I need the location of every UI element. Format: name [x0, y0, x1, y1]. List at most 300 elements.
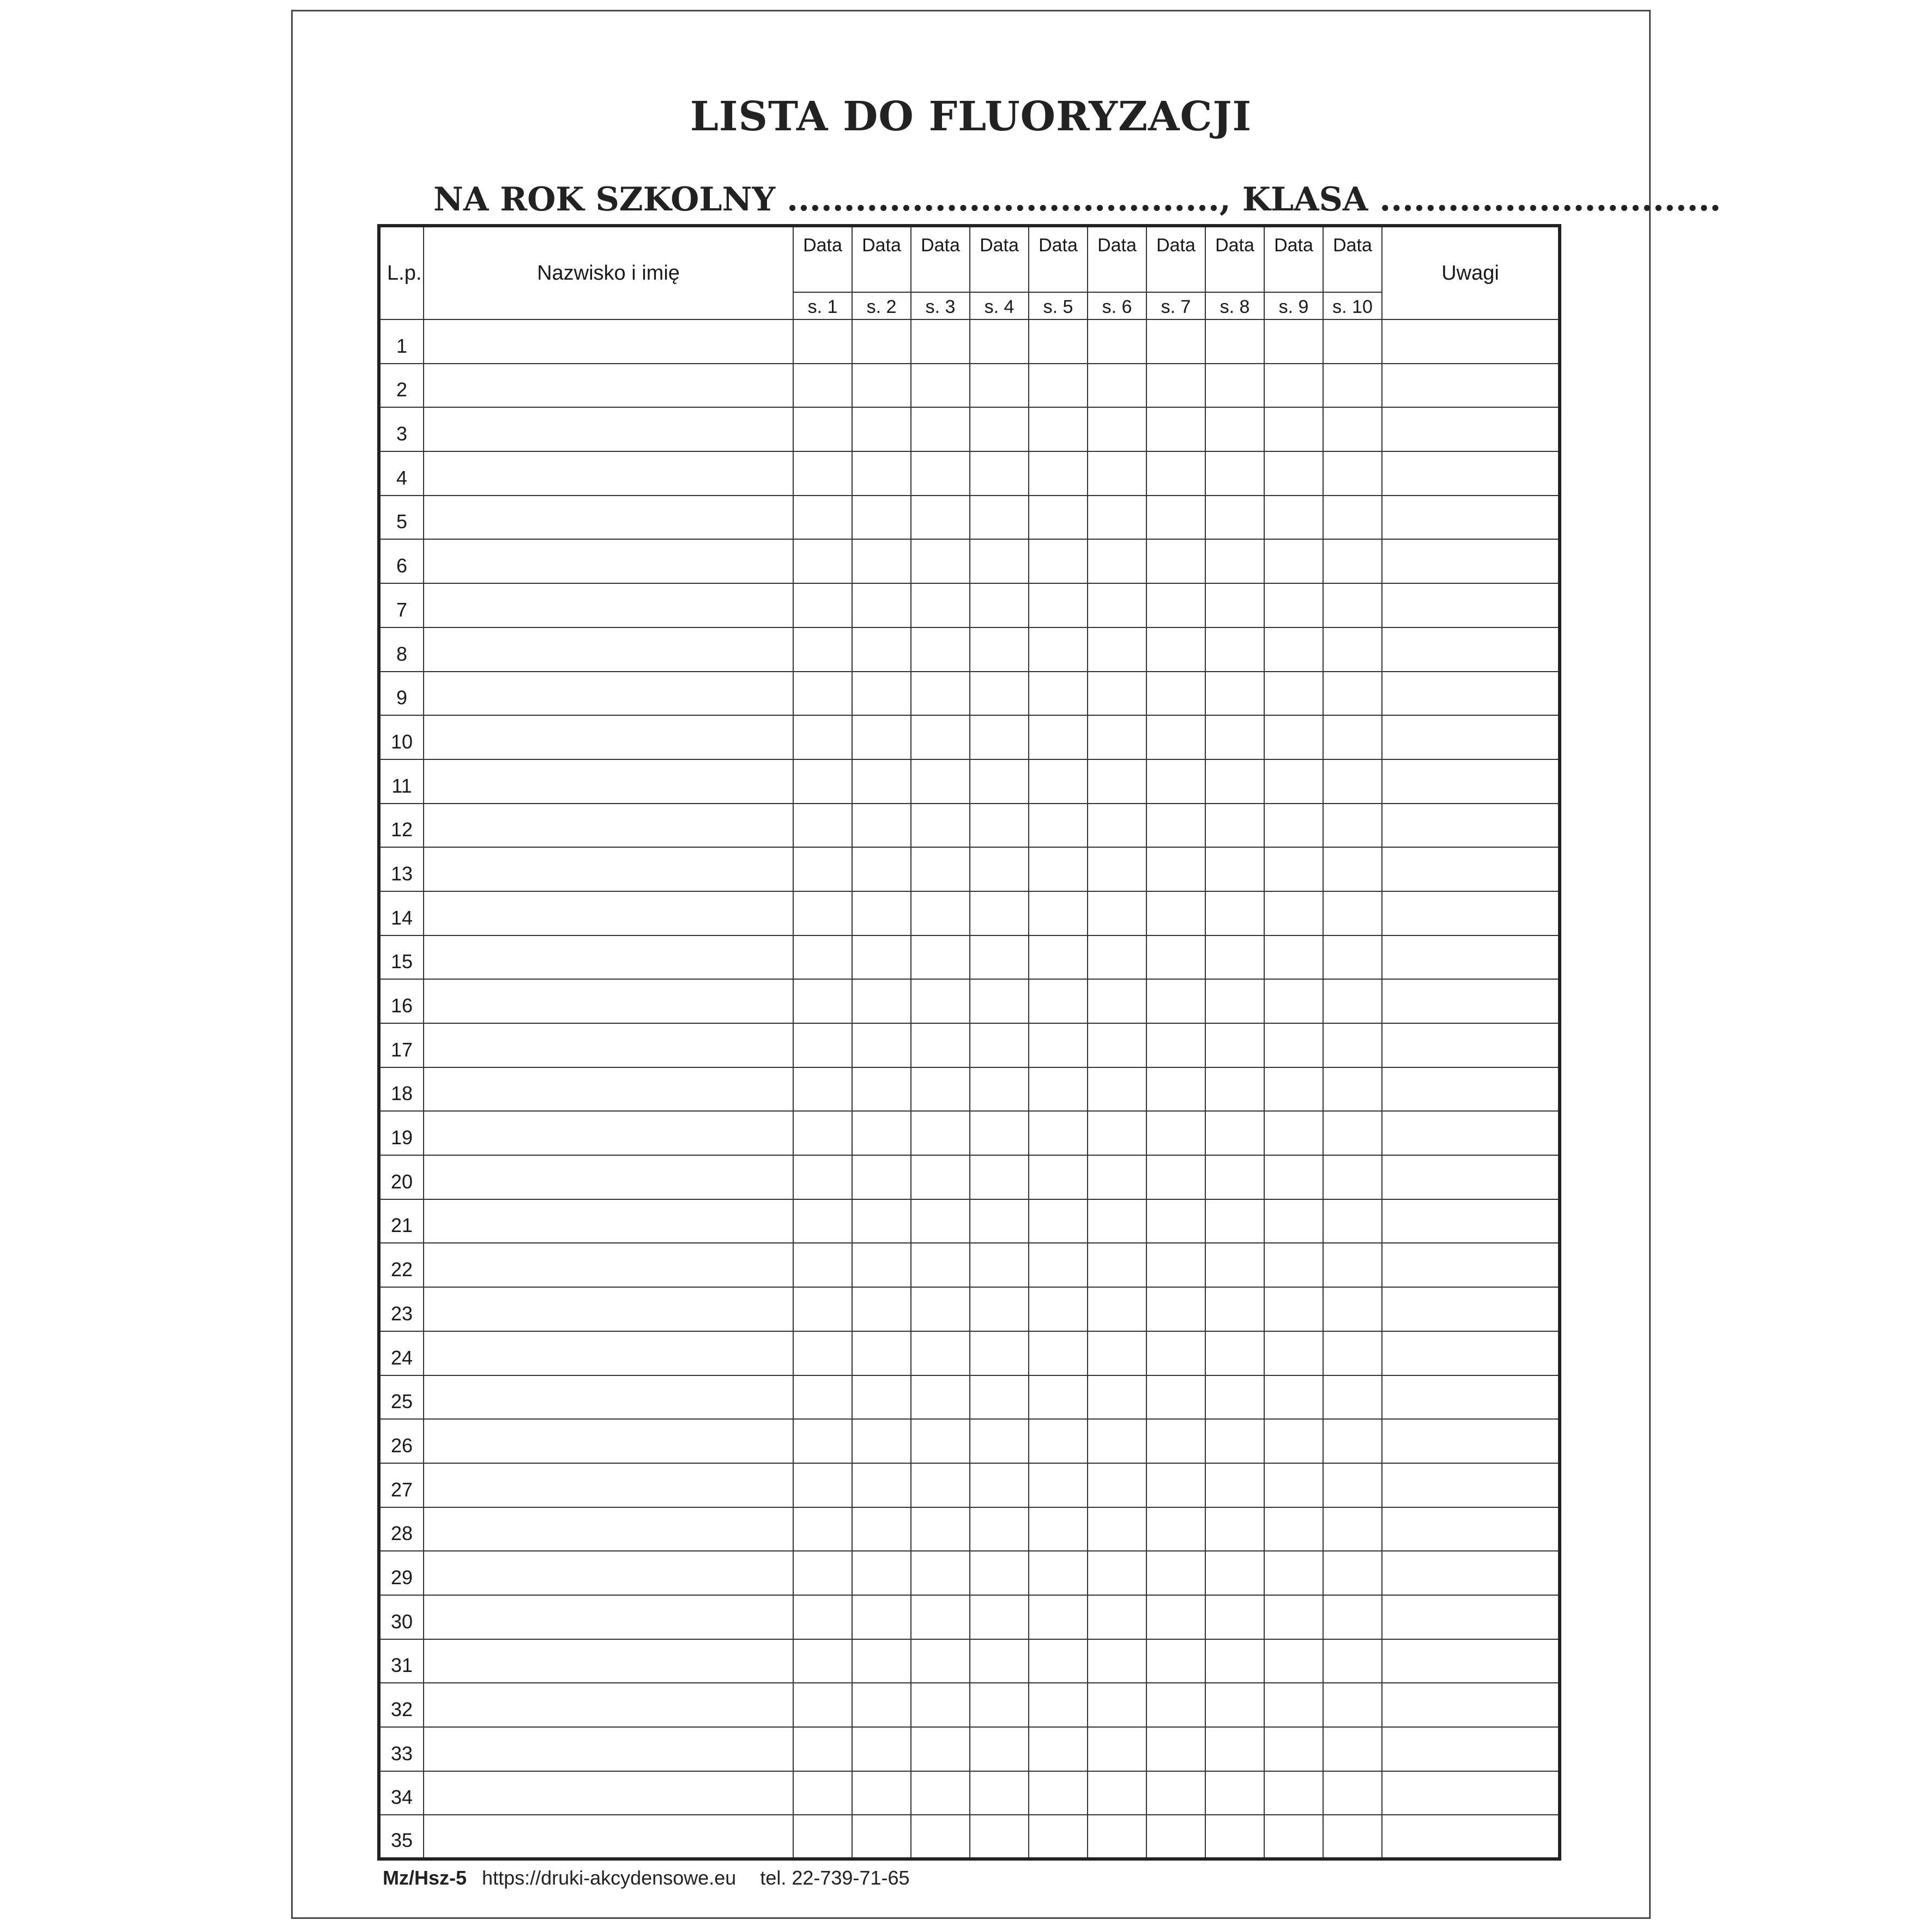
date-cell-6[interactable]	[1088, 1551, 1146, 1595]
date-cell-6[interactable]	[1088, 1331, 1146, 1375]
date-cell-3[interactable]	[911, 1463, 970, 1507]
date-cell-4[interactable]	[970, 1023, 1029, 1067]
date-cell-8[interactable]	[1205, 364, 1264, 408]
date-cell-10[interactable]	[1323, 1771, 1382, 1815]
date-cell-2[interactable]	[852, 364, 911, 408]
date-cell-4[interactable]	[970, 1551, 1029, 1595]
date-cell-5[interactable]	[1029, 319, 1088, 364]
date-cell-10[interactable]	[1323, 364, 1382, 408]
date-cell-3[interactable]	[911, 1155, 970, 1199]
date-cell-9[interactable]	[1264, 1287, 1323, 1331]
date-cell-2[interactable]	[852, 1331, 911, 1375]
date-cell-4[interactable]	[970, 1771, 1029, 1815]
date-cell-4[interactable]	[970, 979, 1029, 1023]
date-cell-7[interactable]	[1146, 1199, 1205, 1243]
date-cell-8[interactable]	[1205, 1639, 1264, 1683]
date-cell-2[interactable]	[852, 715, 911, 759]
uwagi-cell[interactable]	[1382, 364, 1560, 408]
date-cell-5[interactable]	[1029, 935, 1088, 980]
date-cell-4[interactable]	[970, 1375, 1029, 1420]
uwagi-cell[interactable]	[1382, 1507, 1560, 1551]
date-cell-7[interactable]	[1146, 979, 1205, 1023]
date-cell-8[interactable]	[1205, 1155, 1264, 1199]
date-cell-3[interactable]	[911, 979, 970, 1023]
name-cell[interactable]	[424, 1375, 793, 1420]
date-cell-8[interactable]	[1205, 1507, 1264, 1551]
date-cell-3[interactable]	[911, 496, 970, 540]
date-cell-1[interactable]	[793, 935, 852, 980]
date-cell-2[interactable]	[852, 407, 911, 451]
date-cell-3[interactable]	[911, 627, 970, 672]
date-cell-6[interactable]	[1088, 1683, 1146, 1727]
name-cell[interactable]	[424, 1727, 793, 1771]
date-cell-6[interactable]	[1088, 1111, 1146, 1155]
date-cell-3[interactable]	[911, 935, 970, 980]
date-cell-5[interactable]	[1029, 627, 1088, 672]
date-cell-2[interactable]	[852, 1111, 911, 1155]
date-cell-1[interactable]	[793, 715, 852, 759]
date-cell-7[interactable]	[1146, 451, 1205, 496]
date-cell-1[interactable]	[793, 1199, 852, 1243]
name-cell[interactable]	[424, 1111, 793, 1155]
date-cell-9[interactable]	[1264, 935, 1323, 980]
date-cell-10[interactable]	[1323, 1375, 1382, 1420]
date-cell-6[interactable]	[1088, 451, 1146, 496]
date-cell-7[interactable]	[1146, 1419, 1205, 1463]
date-cell-5[interactable]	[1029, 1683, 1088, 1727]
date-cell-1[interactable]	[793, 891, 852, 935]
date-cell-9[interactable]	[1264, 1199, 1323, 1243]
date-cell-8[interactable]	[1205, 1023, 1264, 1067]
date-cell-7[interactable]	[1146, 1023, 1205, 1067]
date-cell-8[interactable]	[1205, 1419, 1264, 1463]
date-cell-2[interactable]	[852, 1287, 911, 1331]
date-cell-4[interactable]	[970, 1331, 1029, 1375]
date-cell-1[interactable]	[793, 319, 852, 364]
date-cell-8[interactable]	[1205, 1595, 1264, 1639]
date-cell-6[interactable]	[1088, 759, 1146, 804]
date-cell-4[interactable]	[970, 891, 1029, 935]
uwagi-cell[interactable]	[1382, 715, 1560, 759]
name-cell[interactable]	[424, 627, 793, 672]
date-cell-1[interactable]	[793, 583, 852, 627]
date-cell-7[interactable]	[1146, 319, 1205, 364]
date-cell-4[interactable]	[970, 451, 1029, 496]
date-cell-5[interactable]	[1029, 1727, 1088, 1771]
date-cell-6[interactable]	[1088, 1155, 1146, 1199]
date-cell-9[interactable]	[1264, 759, 1323, 804]
name-cell[interactable]	[424, 1683, 793, 1727]
date-cell-7[interactable]	[1146, 891, 1205, 935]
name-cell[interactable]	[424, 715, 793, 759]
date-cell-4[interactable]	[970, 1419, 1029, 1463]
date-cell-6[interactable]	[1088, 979, 1146, 1023]
date-cell-7[interactable]	[1146, 1331, 1205, 1375]
date-cell-8[interactable]	[1205, 847, 1264, 891]
date-cell-9[interactable]	[1264, 1507, 1323, 1551]
date-cell-6[interactable]	[1088, 1375, 1146, 1420]
uwagi-cell[interactable]	[1382, 1551, 1560, 1595]
date-cell-8[interactable]	[1205, 1287, 1264, 1331]
uwagi-cell[interactable]	[1382, 1111, 1560, 1155]
date-cell-3[interactable]	[911, 1111, 970, 1155]
date-cell-9[interactable]	[1264, 1551, 1323, 1595]
date-cell-7[interactable]	[1146, 1639, 1205, 1683]
date-cell-9[interactable]	[1264, 804, 1323, 848]
date-cell-7[interactable]	[1146, 1111, 1205, 1155]
date-cell-3[interactable]	[911, 1331, 970, 1375]
date-cell-5[interactable]	[1029, 1023, 1088, 1067]
date-cell-8[interactable]	[1205, 1111, 1264, 1155]
date-cell-1[interactable]	[793, 1683, 852, 1727]
date-cell-7[interactable]	[1146, 804, 1205, 848]
date-cell-2[interactable]	[852, 1463, 911, 1507]
date-cell-9[interactable]	[1264, 715, 1323, 759]
date-cell-2[interactable]	[852, 1155, 911, 1199]
date-cell-6[interactable]	[1088, 935, 1146, 980]
uwagi-cell[interactable]	[1382, 1683, 1560, 1727]
date-cell-1[interactable]	[793, 1331, 852, 1375]
footer-url[interactable]: https://druki-akcydensowe.eu	[482, 1867, 736, 1889]
uwagi-cell[interactable]	[1382, 1815, 1560, 1859]
date-cell-6[interactable]	[1088, 672, 1146, 716]
date-cell-6[interactable]	[1088, 847, 1146, 891]
date-cell-3[interactable]	[911, 715, 970, 759]
date-cell-7[interactable]	[1146, 1727, 1205, 1771]
date-cell-10[interactable]	[1323, 1683, 1382, 1727]
date-cell-7[interactable]	[1146, 715, 1205, 759]
date-cell-8[interactable]	[1205, 1243, 1264, 1287]
date-cell-7[interactable]	[1146, 364, 1205, 408]
uwagi-cell[interactable]	[1382, 1287, 1560, 1331]
date-cell-10[interactable]	[1323, 1243, 1382, 1287]
date-cell-10[interactable]	[1323, 759, 1382, 804]
date-cell-4[interactable]	[970, 583, 1029, 627]
name-cell[interactable]	[424, 583, 793, 627]
date-cell-6[interactable]	[1088, 496, 1146, 540]
date-cell-8[interactable]	[1205, 1551, 1264, 1595]
date-cell-6[interactable]	[1088, 1199, 1146, 1243]
date-cell-1[interactable]	[793, 364, 852, 408]
date-cell-9[interactable]	[1264, 1067, 1323, 1112]
date-cell-9[interactable]	[1264, 496, 1323, 540]
name-cell[interactable]	[424, 539, 793, 583]
date-cell-9[interactable]	[1264, 1727, 1323, 1771]
date-cell-2[interactable]	[852, 804, 911, 848]
date-cell-6[interactable]	[1088, 1463, 1146, 1507]
date-cell-10[interactable]	[1323, 1155, 1382, 1199]
date-cell-1[interactable]	[793, 672, 852, 716]
uwagi-cell[interactable]	[1382, 759, 1560, 804]
date-cell-3[interactable]	[911, 1595, 970, 1639]
date-cell-4[interactable]	[970, 1507, 1029, 1551]
date-cell-4[interactable]	[970, 627, 1029, 672]
date-cell-7[interactable]	[1146, 1067, 1205, 1112]
uwagi-cell[interactable]	[1382, 407, 1560, 451]
date-cell-10[interactable]	[1323, 1287, 1382, 1331]
uwagi-cell[interactable]	[1382, 1243, 1560, 1287]
date-cell-1[interactable]	[793, 1419, 852, 1463]
date-cell-2[interactable]	[852, 979, 911, 1023]
date-cell-5[interactable]	[1029, 1331, 1088, 1375]
date-cell-5[interactable]	[1029, 1199, 1088, 1243]
date-cell-3[interactable]	[911, 1727, 970, 1771]
date-cell-9[interactable]	[1264, 407, 1323, 451]
date-cell-5[interactable]	[1029, 1243, 1088, 1287]
date-cell-2[interactable]	[852, 1595, 911, 1639]
date-cell-8[interactable]	[1205, 496, 1264, 540]
date-cell-4[interactable]	[970, 539, 1029, 583]
date-cell-5[interactable]	[1029, 804, 1088, 848]
name-cell[interactable]	[424, 804, 793, 848]
date-cell-5[interactable]	[1029, 1639, 1088, 1683]
date-cell-6[interactable]	[1088, 1243, 1146, 1287]
date-cell-10[interactable]	[1323, 935, 1382, 980]
date-cell-5[interactable]	[1029, 1771, 1088, 1815]
name-cell[interactable]	[424, 1771, 793, 1815]
date-cell-1[interactable]	[793, 1287, 852, 1331]
date-cell-9[interactable]	[1264, 1639, 1323, 1683]
class-blank[interactable]: ..............................	[1379, 180, 1722, 219]
date-cell-2[interactable]	[852, 1023, 911, 1067]
date-cell-10[interactable]	[1323, 1815, 1382, 1859]
date-cell-9[interactable]	[1264, 1683, 1323, 1727]
date-cell-1[interactable]	[793, 539, 852, 583]
name-cell[interactable]	[424, 847, 793, 891]
date-cell-5[interactable]	[1029, 979, 1088, 1023]
date-cell-9[interactable]	[1264, 583, 1323, 627]
date-cell-10[interactable]	[1323, 1727, 1382, 1771]
date-cell-2[interactable]	[852, 1639, 911, 1683]
date-cell-9[interactable]	[1264, 1815, 1323, 1859]
date-cell-4[interactable]	[970, 1815, 1029, 1859]
date-cell-7[interactable]	[1146, 1815, 1205, 1859]
date-cell-10[interactable]	[1323, 627, 1382, 672]
date-cell-1[interactable]	[793, 1551, 852, 1595]
date-cell-5[interactable]	[1029, 1507, 1088, 1551]
uwagi-cell[interactable]	[1382, 804, 1560, 848]
date-cell-3[interactable]	[911, 672, 970, 716]
uwagi-cell[interactable]	[1382, 1199, 1560, 1243]
name-cell[interactable]	[424, 1815, 793, 1859]
uwagi-cell[interactable]	[1382, 1375, 1560, 1420]
date-cell-6[interactable]	[1088, 364, 1146, 408]
date-cell-1[interactable]	[793, 847, 852, 891]
name-cell[interactable]	[424, 1023, 793, 1067]
date-cell-5[interactable]	[1029, 715, 1088, 759]
date-cell-9[interactable]	[1264, 1111, 1323, 1155]
date-cell-1[interactable]	[793, 451, 852, 496]
date-cell-4[interactable]	[970, 1595, 1029, 1639]
date-cell-5[interactable]	[1029, 759, 1088, 804]
uwagi-cell[interactable]	[1382, 496, 1560, 540]
date-cell-5[interactable]	[1029, 1595, 1088, 1639]
date-cell-10[interactable]	[1323, 1331, 1382, 1375]
date-cell-4[interactable]	[970, 1243, 1029, 1287]
date-cell-6[interactable]	[1088, 1419, 1146, 1463]
date-cell-2[interactable]	[852, 847, 911, 891]
name-cell[interactable]	[424, 759, 793, 804]
date-cell-1[interactable]	[793, 1463, 852, 1507]
date-cell-2[interactable]	[852, 672, 911, 716]
date-cell-6[interactable]	[1088, 319, 1146, 364]
date-cell-10[interactable]	[1323, 1639, 1382, 1683]
date-cell-8[interactable]	[1205, 1067, 1264, 1112]
name-cell[interactable]	[424, 1243, 793, 1287]
date-cell-4[interactable]	[970, 364, 1029, 408]
date-cell-6[interactable]	[1088, 1727, 1146, 1771]
date-cell-8[interactable]	[1205, 759, 1264, 804]
date-cell-10[interactable]	[1323, 1419, 1382, 1463]
date-cell-3[interactable]	[911, 804, 970, 848]
date-cell-4[interactable]	[970, 319, 1029, 364]
date-cell-6[interactable]	[1088, 539, 1146, 583]
date-cell-4[interactable]	[970, 496, 1029, 540]
date-cell-8[interactable]	[1205, 1683, 1264, 1727]
date-cell-10[interactable]	[1323, 672, 1382, 716]
date-cell-8[interactable]	[1205, 804, 1264, 848]
uwagi-cell[interactable]	[1382, 539, 1560, 583]
date-cell-2[interactable]	[852, 935, 911, 980]
date-cell-9[interactable]	[1264, 1331, 1323, 1375]
date-cell-4[interactable]	[970, 1287, 1029, 1331]
date-cell-10[interactable]	[1323, 891, 1382, 935]
date-cell-8[interactable]	[1205, 627, 1264, 672]
date-cell-1[interactable]	[793, 1595, 852, 1639]
date-cell-4[interactable]	[970, 1199, 1029, 1243]
date-cell-2[interactable]	[852, 539, 911, 583]
uwagi-cell[interactable]	[1382, 1639, 1560, 1683]
date-cell-9[interactable]	[1264, 672, 1323, 716]
date-cell-5[interactable]	[1029, 496, 1088, 540]
date-cell-9[interactable]	[1264, 1419, 1323, 1463]
date-cell-6[interactable]	[1088, 1287, 1146, 1331]
date-cell-5[interactable]	[1029, 583, 1088, 627]
date-cell-10[interactable]	[1323, 1595, 1382, 1639]
date-cell-4[interactable]	[970, 1639, 1029, 1683]
date-cell-4[interactable]	[970, 1067, 1029, 1112]
name-cell[interactable]	[424, 1463, 793, 1507]
date-cell-7[interactable]	[1146, 759, 1205, 804]
date-cell-6[interactable]	[1088, 407, 1146, 451]
date-cell-3[interactable]	[911, 1067, 970, 1112]
date-cell-4[interactable]	[970, 1111, 1029, 1155]
name-cell[interactable]	[424, 1199, 793, 1243]
date-cell-8[interactable]	[1205, 891, 1264, 935]
date-cell-10[interactable]	[1323, 407, 1382, 451]
date-cell-3[interactable]	[911, 319, 970, 364]
date-cell-5[interactable]	[1029, 539, 1088, 583]
uwagi-cell[interactable]	[1382, 979, 1560, 1023]
uwagi-cell[interactable]	[1382, 319, 1560, 364]
date-cell-6[interactable]	[1088, 627, 1146, 672]
date-cell-3[interactable]	[911, 759, 970, 804]
uwagi-cell[interactable]	[1382, 1463, 1560, 1507]
date-cell-2[interactable]	[852, 583, 911, 627]
date-cell-8[interactable]	[1205, 1727, 1264, 1771]
date-cell-10[interactable]	[1323, 539, 1382, 583]
date-cell-9[interactable]	[1264, 1243, 1323, 1287]
name-cell[interactable]	[424, 451, 793, 496]
date-cell-2[interactable]	[852, 319, 911, 364]
date-cell-8[interactable]	[1205, 583, 1264, 627]
date-cell-3[interactable]	[911, 1507, 970, 1551]
date-cell-7[interactable]	[1146, 935, 1205, 980]
date-cell-10[interactable]	[1323, 1023, 1382, 1067]
date-cell-10[interactable]	[1323, 583, 1382, 627]
name-cell[interactable]	[424, 1155, 793, 1199]
date-cell-9[interactable]	[1264, 1463, 1323, 1507]
date-cell-5[interactable]	[1029, 407, 1088, 451]
uwagi-cell[interactable]	[1382, 1155, 1560, 1199]
date-cell-1[interactable]	[793, 1243, 852, 1287]
date-cell-2[interactable]	[852, 1067, 911, 1112]
name-cell[interactable]	[424, 364, 793, 408]
name-cell[interactable]	[424, 1551, 793, 1595]
uwagi-cell[interactable]	[1382, 1331, 1560, 1375]
date-cell-8[interactable]	[1205, 672, 1264, 716]
uwagi-cell[interactable]	[1382, 891, 1560, 935]
date-cell-6[interactable]	[1088, 1023, 1146, 1067]
date-cell-5[interactable]	[1029, 1815, 1088, 1859]
date-cell-9[interactable]	[1264, 1595, 1323, 1639]
date-cell-7[interactable]	[1146, 496, 1205, 540]
name-cell[interactable]	[424, 1507, 793, 1551]
date-cell-8[interactable]	[1205, 1375, 1264, 1420]
date-cell-4[interactable]	[970, 935, 1029, 980]
date-cell-7[interactable]	[1146, 672, 1205, 716]
date-cell-10[interactable]	[1323, 1199, 1382, 1243]
date-cell-7[interactable]	[1146, 1771, 1205, 1815]
date-cell-7[interactable]	[1146, 1683, 1205, 1727]
date-cell-10[interactable]	[1323, 1111, 1382, 1155]
date-cell-1[interactable]	[793, 1375, 852, 1420]
date-cell-2[interactable]	[852, 1507, 911, 1551]
date-cell-3[interactable]	[911, 1639, 970, 1683]
date-cell-10[interactable]	[1323, 1067, 1382, 1112]
date-cell-2[interactable]	[852, 451, 911, 496]
date-cell-7[interactable]	[1146, 1507, 1205, 1551]
date-cell-6[interactable]	[1088, 1067, 1146, 1112]
date-cell-1[interactable]	[793, 1815, 852, 1859]
date-cell-2[interactable]	[852, 1683, 911, 1727]
name-cell[interactable]	[424, 979, 793, 1023]
date-cell-8[interactable]	[1205, 715, 1264, 759]
date-cell-7[interactable]	[1146, 627, 1205, 672]
uwagi-cell[interactable]	[1382, 451, 1560, 496]
date-cell-4[interactable]	[970, 804, 1029, 848]
date-cell-2[interactable]	[852, 1199, 911, 1243]
date-cell-4[interactable]	[970, 847, 1029, 891]
date-cell-3[interactable]	[911, 451, 970, 496]
date-cell-2[interactable]	[852, 496, 911, 540]
date-cell-7[interactable]	[1146, 1243, 1205, 1287]
date-cell-3[interactable]	[911, 1375, 970, 1420]
date-cell-2[interactable]	[852, 1419, 911, 1463]
date-cell-3[interactable]	[911, 1771, 970, 1815]
date-cell-5[interactable]	[1029, 847, 1088, 891]
date-cell-5[interactable]	[1029, 1067, 1088, 1112]
date-cell-1[interactable]	[793, 407, 852, 451]
uwagi-cell[interactable]	[1382, 627, 1560, 672]
date-cell-3[interactable]	[911, 1551, 970, 1595]
name-cell[interactable]	[424, 672, 793, 716]
date-cell-2[interactable]	[852, 759, 911, 804]
uwagi-cell[interactable]	[1382, 1727, 1560, 1771]
date-cell-3[interactable]	[911, 1815, 970, 1859]
date-cell-9[interactable]	[1264, 1155, 1323, 1199]
uwagi-cell[interactable]	[1382, 847, 1560, 891]
